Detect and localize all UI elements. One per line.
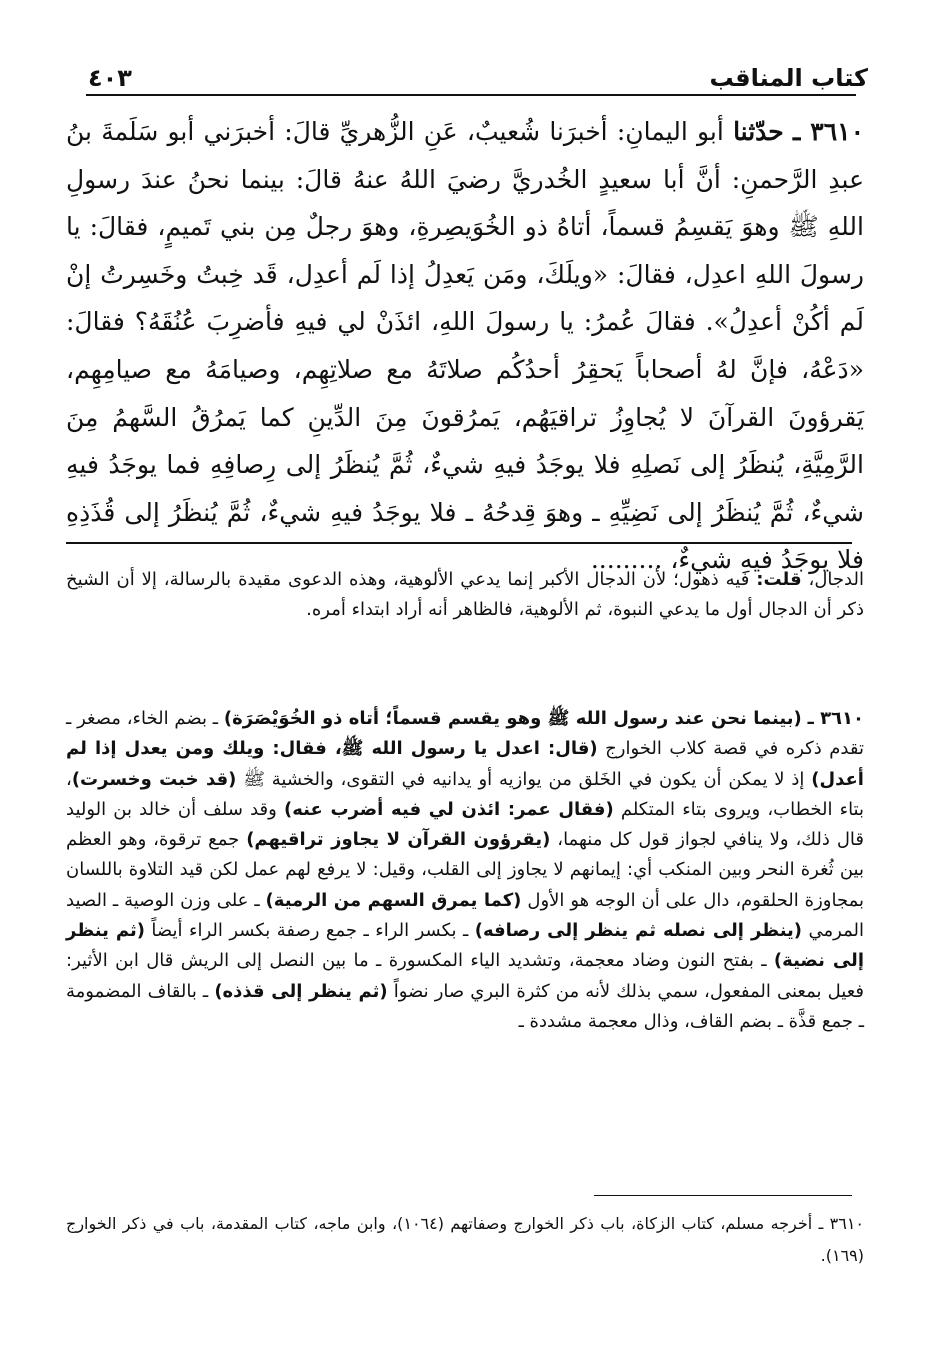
hadith-haddathana: حدّثنا [733, 117, 784, 146]
commentary-paragraph [66, 565, 864, 685]
footnote-text: ٣٦١٠ ـ أخرجه مسلم، كتاب الزكاة، باب ذكر الخوارج وصفاتهم (١٠٦٤)، وابن ماجه، كتاب المقدمة، باب في ذكر الخوارج (١٦٩). [66, 1214, 865, 1265]
book-title: كتاب المناقب [709, 64, 868, 92]
sharh-quote: (قد خبت وخسرت) [71, 768, 237, 790]
commentary-body: فيه ذهول؛ لأن الدجال الأكبر إنما يدعي الألوهية، وهذه الدعوى مقيدة بالرسالة، إلا أن الشيخ ذكر أن الدجال أول ما يدعي النبوة، ثم الألوهية، فالظاهر أنه أراد ابتداء أمره. [66, 569, 864, 620]
sharh-quote: (بينما نحن عند رسول الله ﷺ وهو يقسم قسماً؛ أتاه ذو الخُوَيْصَرَة) [223, 708, 802, 729]
hadith-text [66, 108, 864, 575]
sharh-text: وقد سلف أن خالد بن الوليد قال ذلك، ولا ينافي لجواز قول كل منهما، [66, 798, 864, 851]
sharh-text: ـ على وزن الوصية ـ الصيد المرمي [66, 889, 864, 942]
sharh-text: ، بتاء الخطاب، ويروى بتاء المتكلم [66, 768, 864, 820]
hadith-body: أبو اليمانِ: أخبرَنا شُعيبٌ، عَنِ الزُّهريِّ قالَ: أخبرَني أبو سَلَمةَ بنُ عبدِ الرَّحمنِ: أنَّ أبا سعيدٍ الخُدريَّ رضيَ اللهُ عنهُ قالَ: بينما نحنُ عندَ رسولِ اللهِ ﷺ وهوَ يَقسِمُ قسماً، أتاهُ ذو الخُوَيصِرةِ، وهوَ رجلٌ مِن بني تَميمٍ، فقالَ: يا رسولَ اللهِ اعدِل، فقالَ: «ويلَكَ، ومَن يَعدِلُ إذا لَم أعدِل، قَد خِبتُ وخَسِرتُ إنْ لَم أكُنْ أعدِلُ». فقالَ عُمرُ: يا رسولَ اللهِ، ائذَنْ لي فيهِ فأضرِبَ عُنُقَهُ؟ فقالَ: «دَعْهُ، فإنَّ لهُ أصحاباً يَحقِرُ أحدُكُم صلاتَهُ مع صلاتِهِم، وصيامَهُ مع صيامِهِم، يَقرؤونَ القرآنَ لا يُجاوِزُ تراقيَهُم، يَمرُقونَ مِنَ الدِّينِ كما يَمرُقُ السَّهمُ مِنَ الرَّمِيَّةِ، يُنظَرُ إلى نَصلِهِ فلا يوجَدُ فيهِ شيءٌ، ثُمَّ يُنظَرُ إلى رِصافِهِ فما يوجَدُ فيهِ شيءٌ، ثُمَّ يُنظَرُ إلى نَضِيِّهِ ـ وهوَ قِدحُهُ ـ فلا يوجَدُ فيهِ شيءٌ، ثُمَّ يُنظَرُ إلى قُذَذِهِ فلا يوجَدُ فيهِ شيءٌ، ......... [66, 117, 864, 575]
sharh-text: ـ بضم الخاء، مصغر ـ تقدم ذكره في قصة كلاب الخوارج [66, 708, 864, 760]
sharh-text: إذ لا يمكن أن يكون في الخَلق من يوازيه أو يدانيه في التقوى، والخشية ﷺ [243, 768, 805, 790]
sharh-paragraph [66, 704, 864, 1166]
sharh-quote: (كما يمرق السهم من الرمية) [265, 889, 522, 911]
sharh-quote: (قال: اعدل يا رسول الله ﷺ، فقال: ويلك ومن يعدل إذا لم أعدل) [66, 738, 864, 790]
sharh-quote: (فقال عمر: ائذن لي فيه أضرب عنه) [284, 798, 614, 820]
page-number: ٤٠٣ [88, 64, 132, 92]
footnote-rule [594, 1195, 852, 1196]
sharh-text: ـ بفتح النون وضاد معجمة، وتشديد الياء المكسورة ـ ما بين النصل إلى الريش قال ابن الأثير: فعيل بمعنى المفعول، سمي بذلك لأنه من كثرة البري صار نضواً [66, 950, 864, 1002]
sharh-text: ـ بكسر الراء ـ جمع رصفة بكسر الراء أيضاً [151, 920, 469, 942]
sharh-number: ٣٦١٠ ـ [807, 708, 865, 729]
page-header [88, 52, 868, 92]
sharh-quote: (ثم ينظر إلى قذذه) [214, 980, 388, 1002]
sharh-text: جمع ترقوة، وهو العظم بين ثُغرة النحر وبين المنكب أي: إيمانهم لا يجاوز إلى القلب، وقيل: لا يرفع لهم عمل لكن قيد التلاوة باللسان بمجاوزة الحلقوم، دال على أن الوجه هو الأول [66, 829, 864, 911]
section-rule [66, 542, 852, 544]
sharh-text: ـ بالقاف المضمومة ـ جمع قذَّة ـ بضم القاف، وذال معجمة مشددة ـ [66, 980, 864, 1032]
commentary-qultu: قلت: [756, 569, 802, 590]
sharh-quote: (ينظر إلى نصله ثم ينظر إلى رصافه) [474, 920, 803, 942]
sharh-quote: (ثم ينظر إلى نضية) [66, 920, 864, 972]
sharh-quote: (يقرؤون القرآن لا يجاوز تراقيهم) [246, 829, 551, 851]
footnote [66, 1208, 864, 1298]
commentary-lead: الدجال، [808, 569, 864, 590]
header-rule [86, 94, 856, 96]
hadith-number: ٣٦١٠ ـ [792, 117, 864, 146]
